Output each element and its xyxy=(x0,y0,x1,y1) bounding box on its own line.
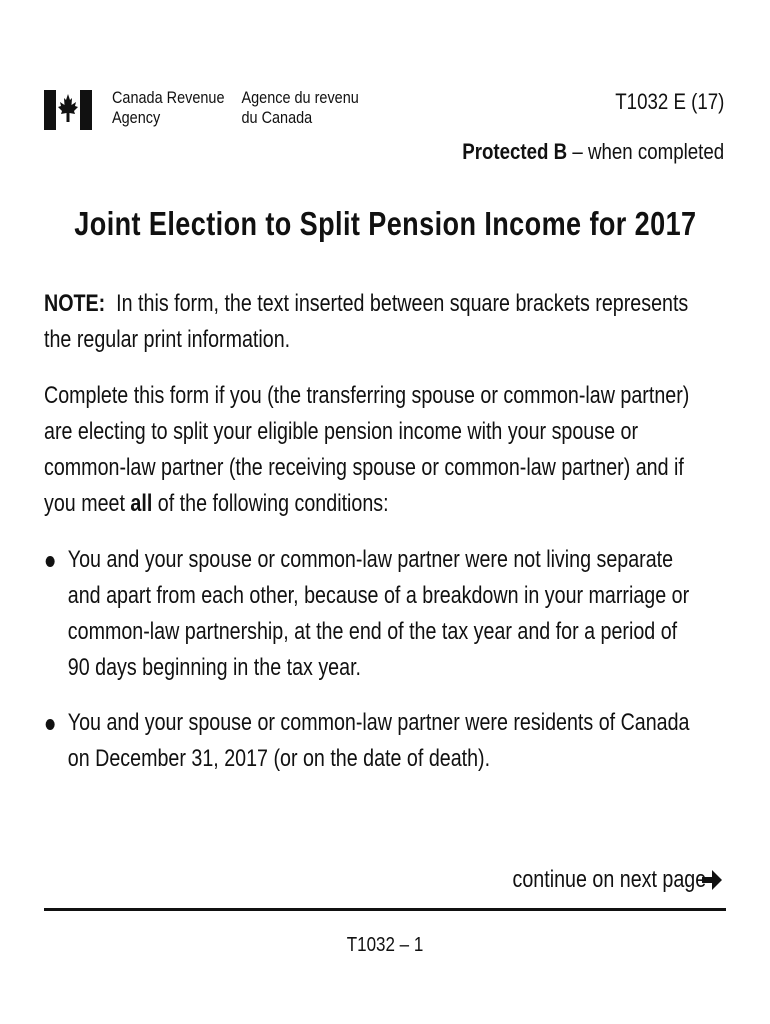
page-title xyxy=(0,205,770,243)
protected-notice xyxy=(462,139,724,165)
condition-list-item xyxy=(44,542,700,686)
agency-name-en xyxy=(112,88,224,128)
condition-text: You and your spouse or common-law partner were not living separate and apart from each other, because of a breakdown in your marriage or common-law partnership, at the end of the tax year and for a period of 90 days beginning in the tax year. xyxy=(67,546,690,681)
agency-en-line1: Canada Revenue xyxy=(112,88,225,107)
bullet-icon xyxy=(46,556,55,567)
canada-flag-icon xyxy=(44,88,92,130)
form-code: T1032 E (17) xyxy=(614,89,724,114)
agency-name-fr xyxy=(241,88,358,128)
condition-text: You and your spouse or common-law partner were residents of Canada on December 31, 2017 (or on the date of death). xyxy=(67,709,690,772)
continue-link[interactable] xyxy=(470,866,724,894)
page-number-text: T1032 – 1 xyxy=(346,934,424,956)
note-text: In this form, the text inserted between square brackets represents the regular print information. xyxy=(44,290,689,353)
continue-text: continue on next page xyxy=(512,866,706,893)
intro-text-end: of the following conditions: xyxy=(152,490,389,517)
agency-name xyxy=(112,88,359,128)
page-title-text: Joint Election to Split Pension Income for 2017 xyxy=(73,205,697,242)
agency-signature xyxy=(44,88,402,130)
agency-en-line2: Agency xyxy=(112,108,161,127)
note-label: NOTE: xyxy=(44,290,106,317)
agency-fr-line1: Agence du revenu xyxy=(241,88,359,107)
agency-fr-line2: du Canada xyxy=(241,108,313,127)
intro-emphasis: all xyxy=(130,490,153,517)
protected-level: Protected B xyxy=(462,139,568,164)
page-number xyxy=(0,934,770,957)
footer-divider xyxy=(44,908,726,911)
note-paragraph xyxy=(44,286,716,358)
condition-list-item xyxy=(44,705,700,777)
intro-paragraph xyxy=(44,378,716,522)
protected-condition: – when completed xyxy=(567,139,724,164)
bullet-icon xyxy=(46,719,55,730)
intro-text-start: Complete this form if you (the transferring spouse or common-law partner) are electing to split your eligible pension income with your spouse or common-law partner (the receiving spouse or common-law partner) and if you meet xyxy=(44,382,690,517)
